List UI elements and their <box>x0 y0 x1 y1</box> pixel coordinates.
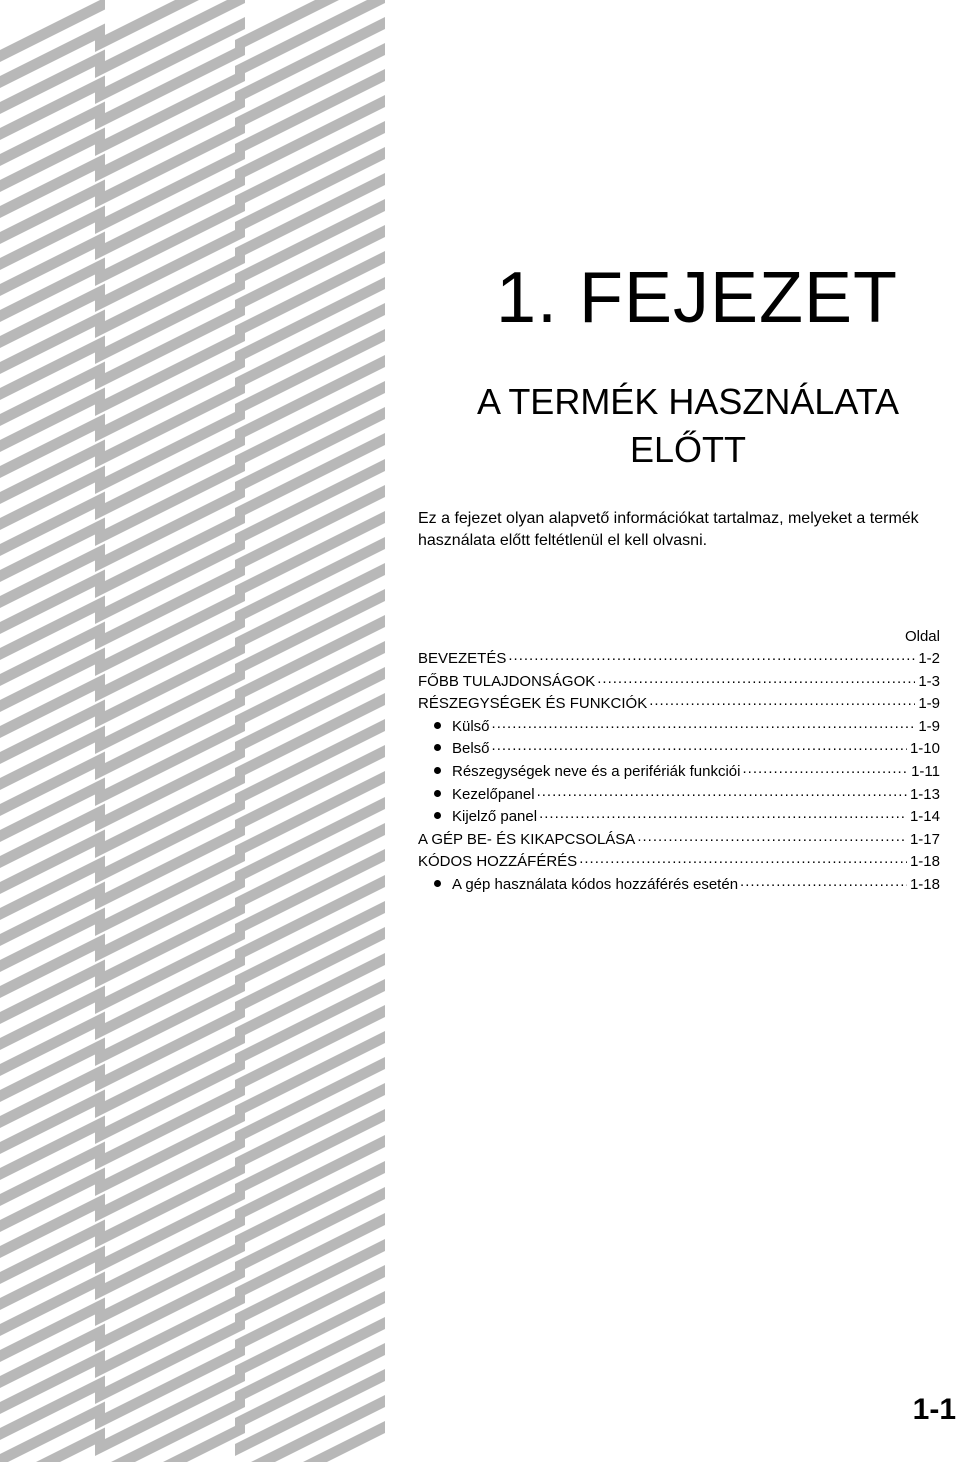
bullet-icon <box>434 790 441 797</box>
toc-entry-label: KÓDOS HOZZÁFÉRÉS <box>418 853 578 871</box>
stripe-band <box>0 0 105 1462</box>
chapter-intro <box>418 508 960 552</box>
bullet-icon <box>434 767 441 774</box>
toc-entry-label: Belső <box>452 740 490 758</box>
chapter-subtitle-line1: A TERMÉK HASZNÁLATA <box>476 381 900 422</box>
toc-entry-page: 1-18 <box>909 853 940 871</box>
toc-leader-dots <box>743 758 909 781</box>
chapter-title: 1. FEJEZET <box>495 258 898 338</box>
toc-entry-page: 1-2 <box>918 650 940 667</box>
toc-entry-page: 1-14 <box>909 808 940 826</box>
toc-page-header: Oldal <box>904 628 940 645</box>
toc-entry-label: Részegységek neve és a perifériák funkciói <box>452 762 741 780</box>
toc-leader-dots <box>539 803 907 826</box>
toc-entry-label: Külső <box>452 717 490 735</box>
stripe-band <box>95 0 245 1462</box>
toc-entry-page: 1-11 <box>911 762 940 780</box>
toc-entry-label: A gép használata kódos hozzáférés esetén <box>452 875 739 893</box>
toc-entry-page: 1-17 <box>909 830 940 848</box>
toc-leader-dots <box>597 668 915 691</box>
table-of-contents <box>418 626 940 897</box>
toc-entry-label: A GÉP BE- ÉS KIKAPCSOLÁSA <box>418 830 636 848</box>
toc-leader-dots <box>492 735 907 758</box>
bullet-icon <box>434 880 441 887</box>
toc-entry-label: RÉSZEGYSÉGEK ÉS FUNKCIÓK <box>418 695 648 713</box>
intro-line1: Ez a fejezet olyan alapvető információkat tartalmaz, melyeket a termék <box>418 510 919 527</box>
toc-leader-dots <box>537 781 907 804</box>
toc-leader-dots <box>492 713 916 736</box>
stripe-band <box>235 0 385 1462</box>
toc-entry-label: BEVEZETÉS <box>418 650 507 667</box>
bullet-icon <box>434 812 441 819</box>
toc-entry-page: 1-9 <box>918 717 940 735</box>
intro-line2: használata előtt feltétlenül el kell olvasni. <box>418 532 708 549</box>
toc-entry-label: Kezelőpanel <box>452 785 535 803</box>
toc-entry-label: Kijelző panel <box>452 808 538 826</box>
stripe <box>95 1395 245 1462</box>
toc-leader-dots <box>579 848 907 871</box>
toc-leader-dots <box>508 645 915 668</box>
bullet-icon <box>434 722 441 729</box>
page-number: 1-1 <box>912 1393 956 1426</box>
chapter-subtitle-line2: ELŐTT <box>629 429 746 470</box>
toc-leader-dots <box>637 826 907 849</box>
toc-leader-dots <box>649 690 915 713</box>
toc-entry-gep-hasznalata-kodos[interactable] <box>418 874 940 897</box>
toc-entry-page: 1-10 <box>909 740 940 758</box>
chapter-subtitle <box>418 378 958 474</box>
bullet-icon <box>434 744 441 751</box>
toc-entry-page: 1-18 <box>909 875 940 893</box>
toc-entry-page: 1-3 <box>918 672 940 690</box>
toc-entry-page: 1-9 <box>918 695 940 713</box>
toc-entry-label: FŐBB TULAJDONSÁGOK <box>418 672 596 690</box>
toc-entry-page: 1-13 <box>909 785 940 803</box>
stripe <box>235 1395 385 1462</box>
toc-leader-dots <box>740 871 907 894</box>
